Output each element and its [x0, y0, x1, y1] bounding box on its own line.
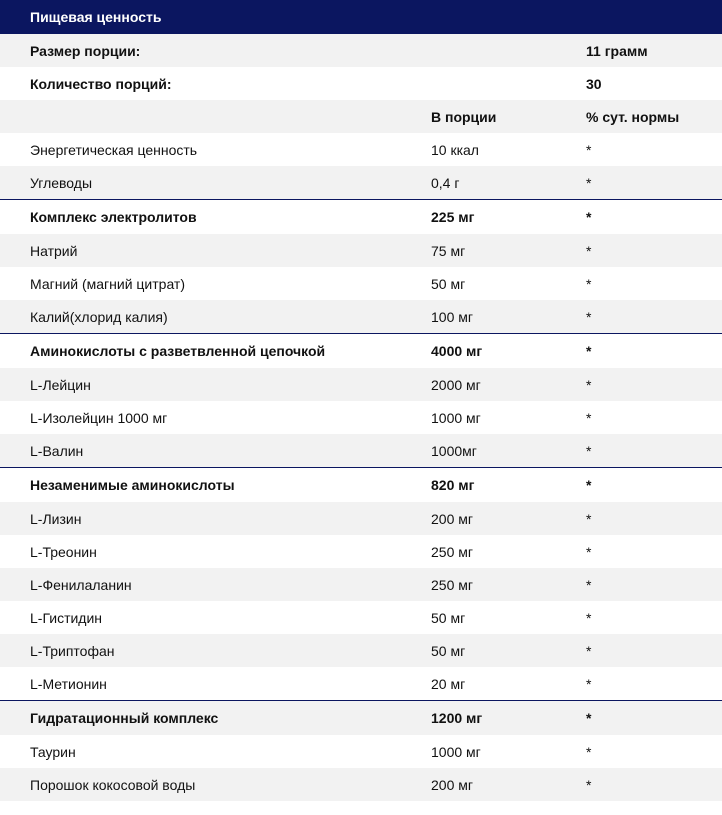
nutrient-name: Порошок кокосовой воды: [30, 776, 196, 793]
table-row: [0, 768, 722, 801]
daily-value: *: [586, 510, 592, 527]
nutrient-name: L-Фенилаланин: [30, 576, 132, 593]
per-serving-amount: 10 ккал: [431, 141, 479, 158]
nutrient-name: L-Гистидин: [30, 609, 103, 626]
nutrient-name: Незаменимые аминокислоты: [30, 477, 235, 493]
daily-value: 30: [586, 75, 602, 92]
nutrient-name: L-Лизин: [30, 510, 82, 527]
nutrient-name: Углеводы: [30, 174, 93, 191]
per-serving-amount: 1000 мг: [431, 409, 481, 426]
per-serving-amount: 50 мг: [431, 275, 466, 292]
table-row: [0, 735, 722, 768]
daily-value: *: [586, 242, 592, 259]
daily-value: *: [586, 576, 592, 593]
nutrient-name: Количество порций:: [30, 75, 172, 92]
per-serving-amount: 50 мг: [431, 642, 466, 659]
nutrient-name: Магний (магний цитрат): [30, 275, 186, 292]
per-serving-amount: 1000мг: [431, 442, 477, 459]
table-row: [0, 300, 722, 333]
per-serving-amount: 250 мг: [431, 576, 473, 593]
nutrient-name: Натрий: [30, 242, 78, 259]
per-serving-amount: 75 мг: [431, 242, 466, 259]
daily-value: *: [586, 409, 592, 426]
table-row: [0, 67, 722, 100]
daily-value: % сут. нормы: [586, 108, 680, 125]
per-serving-amount: 0,4 г: [431, 174, 460, 191]
table-row: [0, 166, 722, 199]
per-serving-amount: 200 мг: [431, 510, 473, 527]
table-row: [0, 100, 722, 133]
table-row: [0, 434, 722, 467]
section-row: [0, 467, 722, 502]
nutrient-name: Аминокислоты с разветвленной цепочкой: [30, 343, 326, 359]
nutrient-name: L-Треонин: [30, 543, 97, 560]
nutrient-name: Гидратационный комплекс: [30, 710, 219, 726]
table-row: [0, 401, 722, 434]
nutrient-name: L-Триптофан: [30, 642, 115, 659]
table-row: [0, 634, 722, 667]
table-row: [0, 34, 722, 67]
section-row: [0, 199, 722, 234]
nutrient-name: Размер порции:: [30, 42, 141, 59]
table-row: [0, 133, 722, 166]
nutrient-name: Комплекс электролитов: [30, 209, 197, 225]
per-serving-amount: 2000 мг: [431, 376, 481, 393]
daily-value: *: [586, 174, 592, 191]
nutrient-name: L-Лейцин: [30, 376, 91, 393]
per-serving-amount: 200 мг: [431, 776, 473, 793]
table-row: [0, 234, 722, 267]
nutrient-name: L-Валин: [30, 442, 84, 459]
nutrient-name: L-Изолейцин 1000 мг: [30, 409, 168, 426]
per-serving-amount: 225 мг: [431, 209, 475, 225]
per-serving-amount: 100 мг: [431, 308, 473, 325]
per-serving-amount: 20 мг: [431, 675, 466, 692]
table-row: [0, 667, 722, 700]
daily-value: *: [586, 675, 592, 692]
table-row: [0, 535, 722, 568]
daily-value: 11 грамм: [586, 42, 648, 59]
daily-value: *: [586, 308, 592, 325]
per-serving-amount: 1200 мг: [431, 710, 483, 726]
section-row: [0, 333, 722, 368]
daily-value: *: [586, 442, 592, 459]
nutrition-header: [0, 0, 722, 34]
table-row: [0, 568, 722, 601]
table-row: [0, 601, 722, 634]
daily-value: *: [586, 543, 592, 560]
daily-value: *: [586, 776, 592, 793]
daily-value: *: [586, 642, 592, 659]
daily-value: *: [586, 477, 592, 493]
per-serving-amount: В порции: [431, 108, 497, 125]
table-row: [0, 267, 722, 300]
nutrient-name: Таурин: [30, 743, 76, 760]
table-row: [0, 502, 722, 535]
daily-value: *: [586, 609, 592, 626]
table-row: [0, 368, 722, 401]
nutrition-table: [0, 34, 722, 801]
daily-value: *: [586, 275, 592, 292]
nutrient-name: Энергетическая ценность: [30, 141, 198, 158]
daily-value: *: [586, 209, 592, 225]
daily-value: *: [586, 141, 592, 158]
nutrition-title: Пищевая ценность: [30, 9, 162, 25]
daily-value: *: [586, 743, 592, 760]
per-serving-amount: 50 мг: [431, 609, 466, 626]
per-serving-amount: 820 мг: [431, 477, 475, 493]
daily-value: *: [586, 376, 592, 393]
per-serving-amount: 4000 мг: [431, 343, 483, 359]
nutrient-name: L-Метионин: [30, 675, 107, 692]
daily-value: *: [586, 343, 592, 359]
nutrient-name: Калий(хлорид калия): [30, 308, 168, 325]
section-row: [0, 700, 722, 735]
per-serving-amount: 1000 мг: [431, 743, 481, 760]
per-serving-amount: 250 мг: [431, 543, 473, 560]
daily-value: *: [586, 710, 592, 726]
